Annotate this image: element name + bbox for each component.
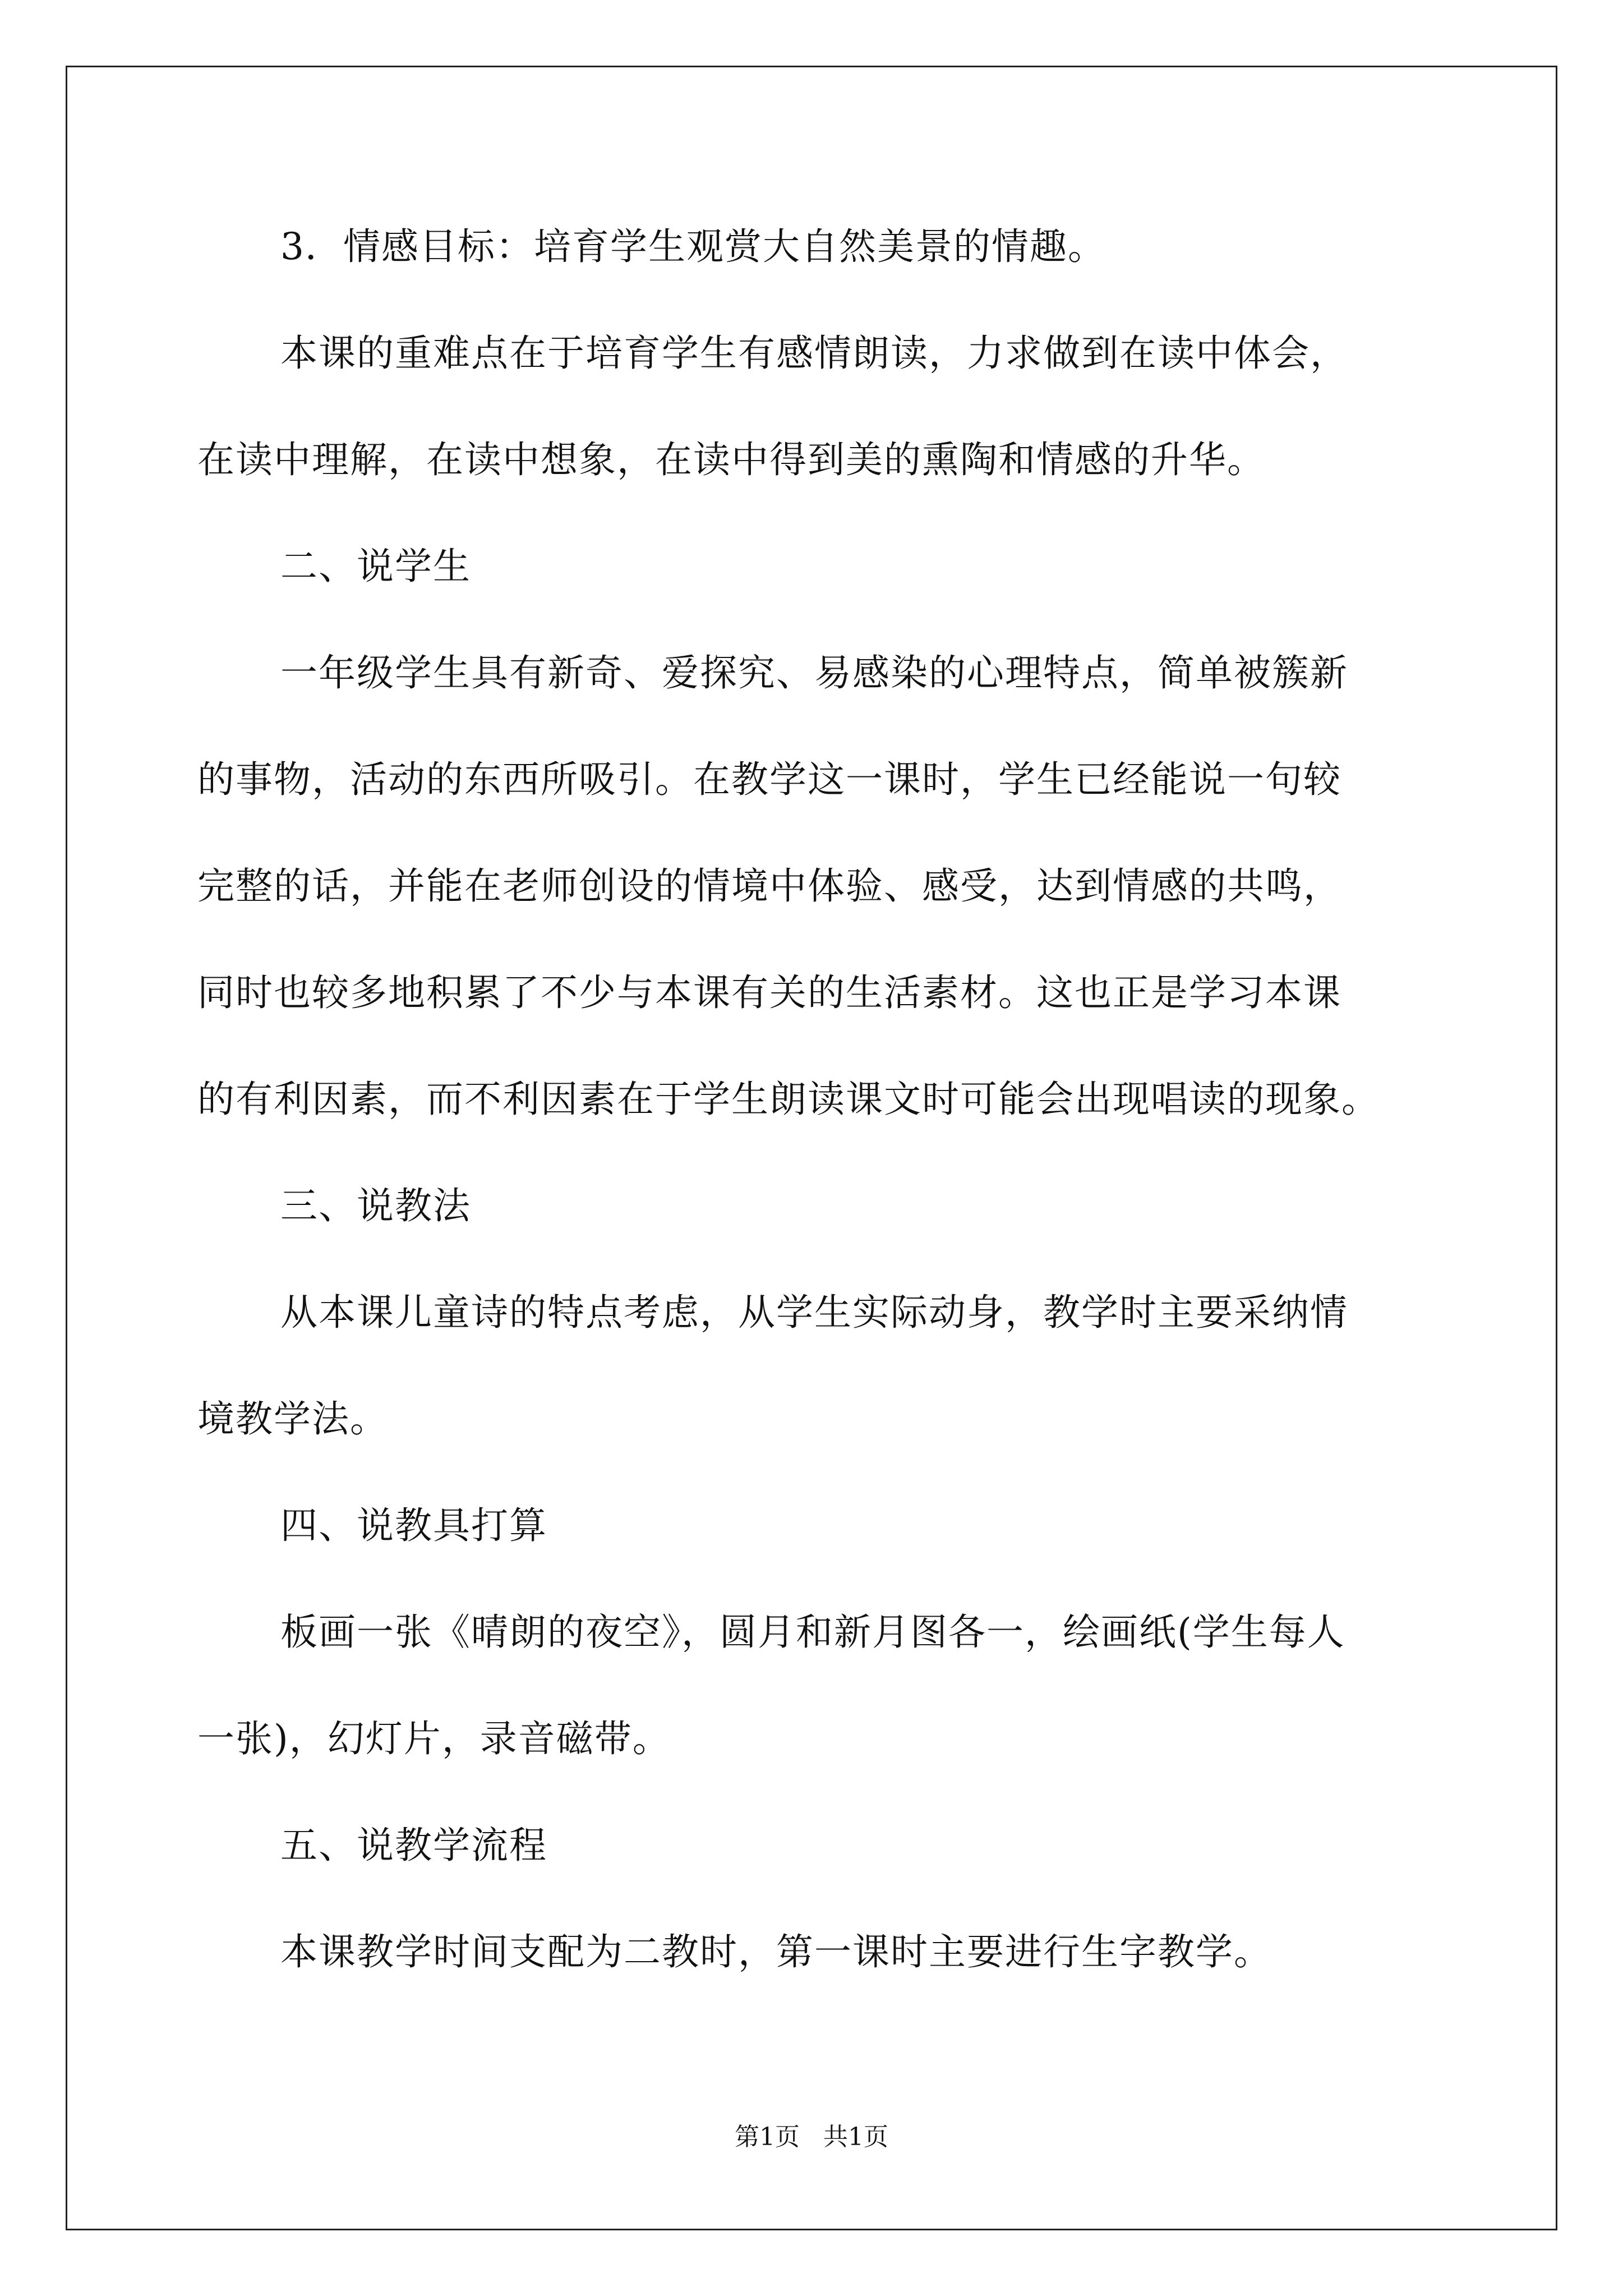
section-heading-methods: 三、说教法 [280,1184,471,1227]
section-heading-process: 五、说教学流程 [280,1824,547,1867]
page-number-footer: 第1页 共1页 [735,2123,888,2151]
paragraph-line: 一张)，幻灯片，录音磁带。 [197,1717,671,1760]
section-heading-materials: 四、说教具打算 [280,1504,547,1547]
paragraph-line: 从本课儿童诗的特点考虑，从学生实际动身，教学时主要采纳情 [280,1291,1348,1334]
section-heading-students: 二、说学生 [280,545,471,588]
paragraph-line: 一年级学生具有新奇、爱探究、易感染的心理特点，简单被簇新 [280,651,1348,694]
paragraph-line: 完整的话，并能在老师创设的情境中体验、感受，达到情感的共鸣， [197,864,1341,908]
paragraph-line: 板画一张《晴朗的夜空》，圆月和新月图各一，绘画纸(学生每人 [280,1611,1345,1654]
paragraph-line: 的事物，活动的东西所吸引。在教学这一课时，学生已经能说一句较 [197,758,1341,801]
paragraph-line: 本课的重难点在于培育学生有感情朗读，力求做到在读中体会， [280,332,1348,375]
goal-3-line: 3．情感目标：培育学生观赏大自然美景的情趣。 [280,225,1106,268]
paragraph-line: 境教学法。 [197,1397,388,1441]
page-border [66,66,1557,2230]
paragraph-line: 同时也较多地积累了不少与本课有关的生活素材。这也正是学习本课 [197,971,1341,1014]
paragraph-line: 在读中理解，在读中想象，在读中得到美的熏陶和情感的升华。 [197,438,1265,481]
paragraph-line: 的有利因素，而不利因素在于学生朗读课文时可能会出现唱读的现象。 [197,1078,1380,1121]
paragraph-line: 本课教学时间支配为二教时，第一课时主要进行生字教学。 [280,1930,1272,1973]
